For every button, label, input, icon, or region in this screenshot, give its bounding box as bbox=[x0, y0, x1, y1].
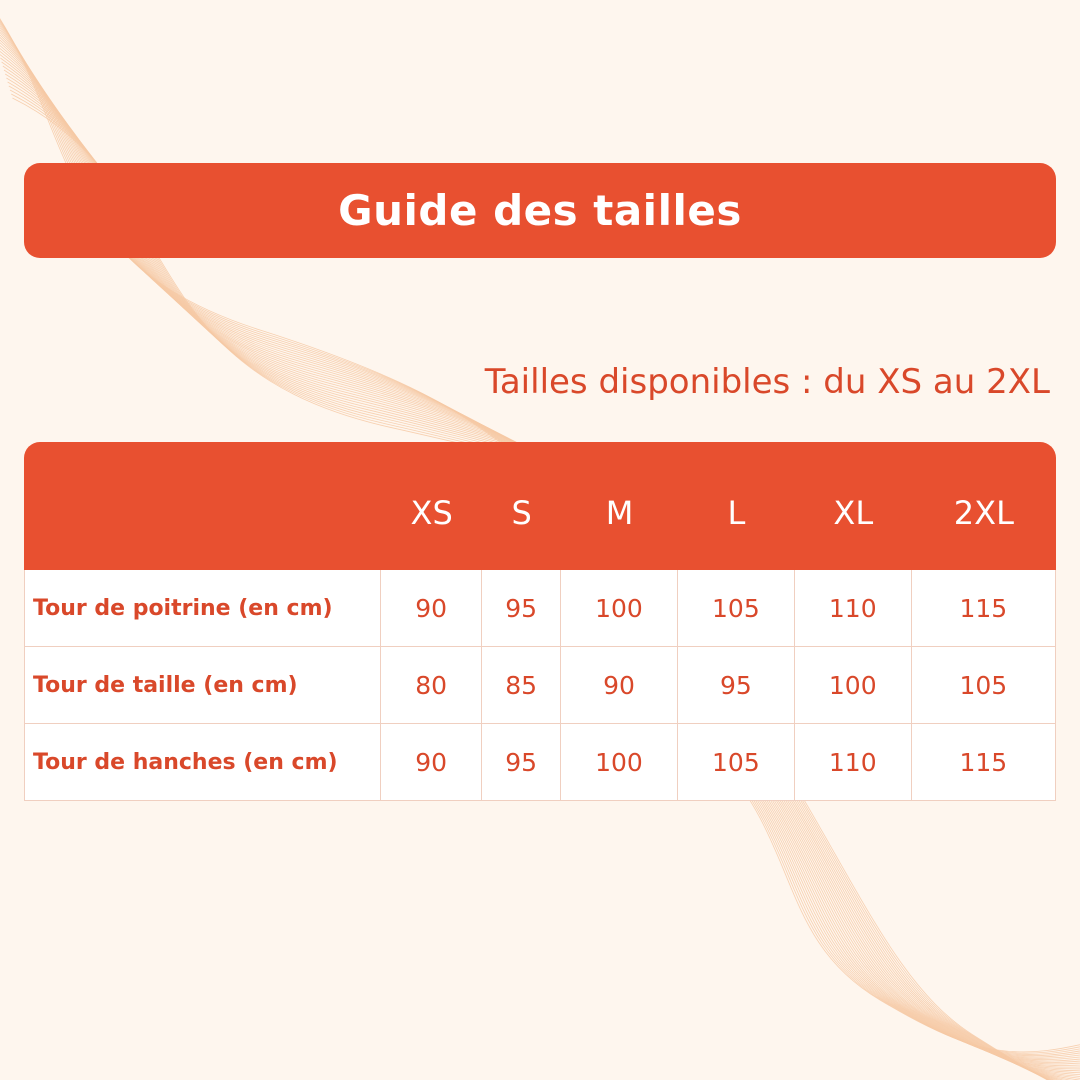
table-cell: 90 bbox=[561, 647, 678, 724]
table-row-chest bbox=[24, 570, 1056, 647]
wave-line bbox=[10, 90, 620, 500]
wave-line bbox=[11, 94, 622, 501]
wave-line bbox=[0, 58, 600, 494]
wave-line bbox=[0, 42, 591, 490]
table-cell: 110 bbox=[795, 724, 912, 801]
wave-line bbox=[0, 34, 586, 489]
table-cell: 100 bbox=[561, 570, 678, 647]
table-cell: 115 bbox=[912, 570, 1056, 647]
table-cell: 95 bbox=[482, 724, 561, 801]
size-header-xl: XL bbox=[795, 442, 912, 570]
table-cell: 100 bbox=[795, 647, 912, 724]
table-cell: 85 bbox=[482, 647, 561, 724]
size-header-row bbox=[24, 442, 1056, 570]
table-cell: 90 bbox=[381, 570, 482, 647]
table-cell: 110 bbox=[795, 570, 912, 647]
wave-line bbox=[0, 30, 584, 488]
title-banner bbox=[24, 163, 1056, 258]
wave-line bbox=[3, 66, 606, 495]
wave-line bbox=[2, 62, 604, 494]
wave-line bbox=[4, 70, 608, 496]
wave-line bbox=[0, 46, 594, 491]
table-row-hips bbox=[24, 724, 1056, 801]
table-cell: 115 bbox=[912, 724, 1056, 801]
wave-line bbox=[0, 54, 598, 493]
table-cell: 105 bbox=[678, 724, 795, 801]
table-cell: 80 bbox=[381, 647, 482, 724]
table-cell: 105 bbox=[912, 647, 1056, 724]
wave-line bbox=[6, 78, 612, 498]
wave-line bbox=[5, 74, 610, 497]
wave-line bbox=[9, 86, 618, 499]
wave-line bbox=[0, 38, 589, 490]
size-header-l: L bbox=[678, 442, 795, 570]
available-sizes-subtitle: Tailles disponibles : du XS au 2XL bbox=[484, 362, 1050, 402]
size-header-xs: XS bbox=[381, 442, 482, 570]
size-header-s: S bbox=[482, 442, 561, 570]
size-chart-table bbox=[24, 442, 1056, 801]
row-label-chest: Tour de poitrine (en cm) bbox=[24, 570, 381, 647]
size-header-2xl: 2XL bbox=[912, 442, 1056, 570]
table-cell: 90 bbox=[381, 724, 482, 801]
size-header-m: M bbox=[561, 442, 678, 570]
page-title: Guide des tailles bbox=[338, 186, 742, 235]
table-row-waist bbox=[24, 647, 1056, 724]
table-cell: 105 bbox=[678, 570, 795, 647]
table-cell: 95 bbox=[678, 647, 795, 724]
wave-line bbox=[725, 758, 1080, 1056]
wave-line bbox=[8, 82, 616, 498]
table-cell: 100 bbox=[561, 724, 678, 801]
row-label-waist: Tour de taille (en cm) bbox=[24, 647, 381, 724]
table-cell: 95 bbox=[482, 570, 561, 647]
row-label-hips: Tour de hanches (en cm) bbox=[24, 724, 381, 801]
wave-line bbox=[0, 50, 596, 492]
header-corner-cell bbox=[24, 442, 381, 570]
